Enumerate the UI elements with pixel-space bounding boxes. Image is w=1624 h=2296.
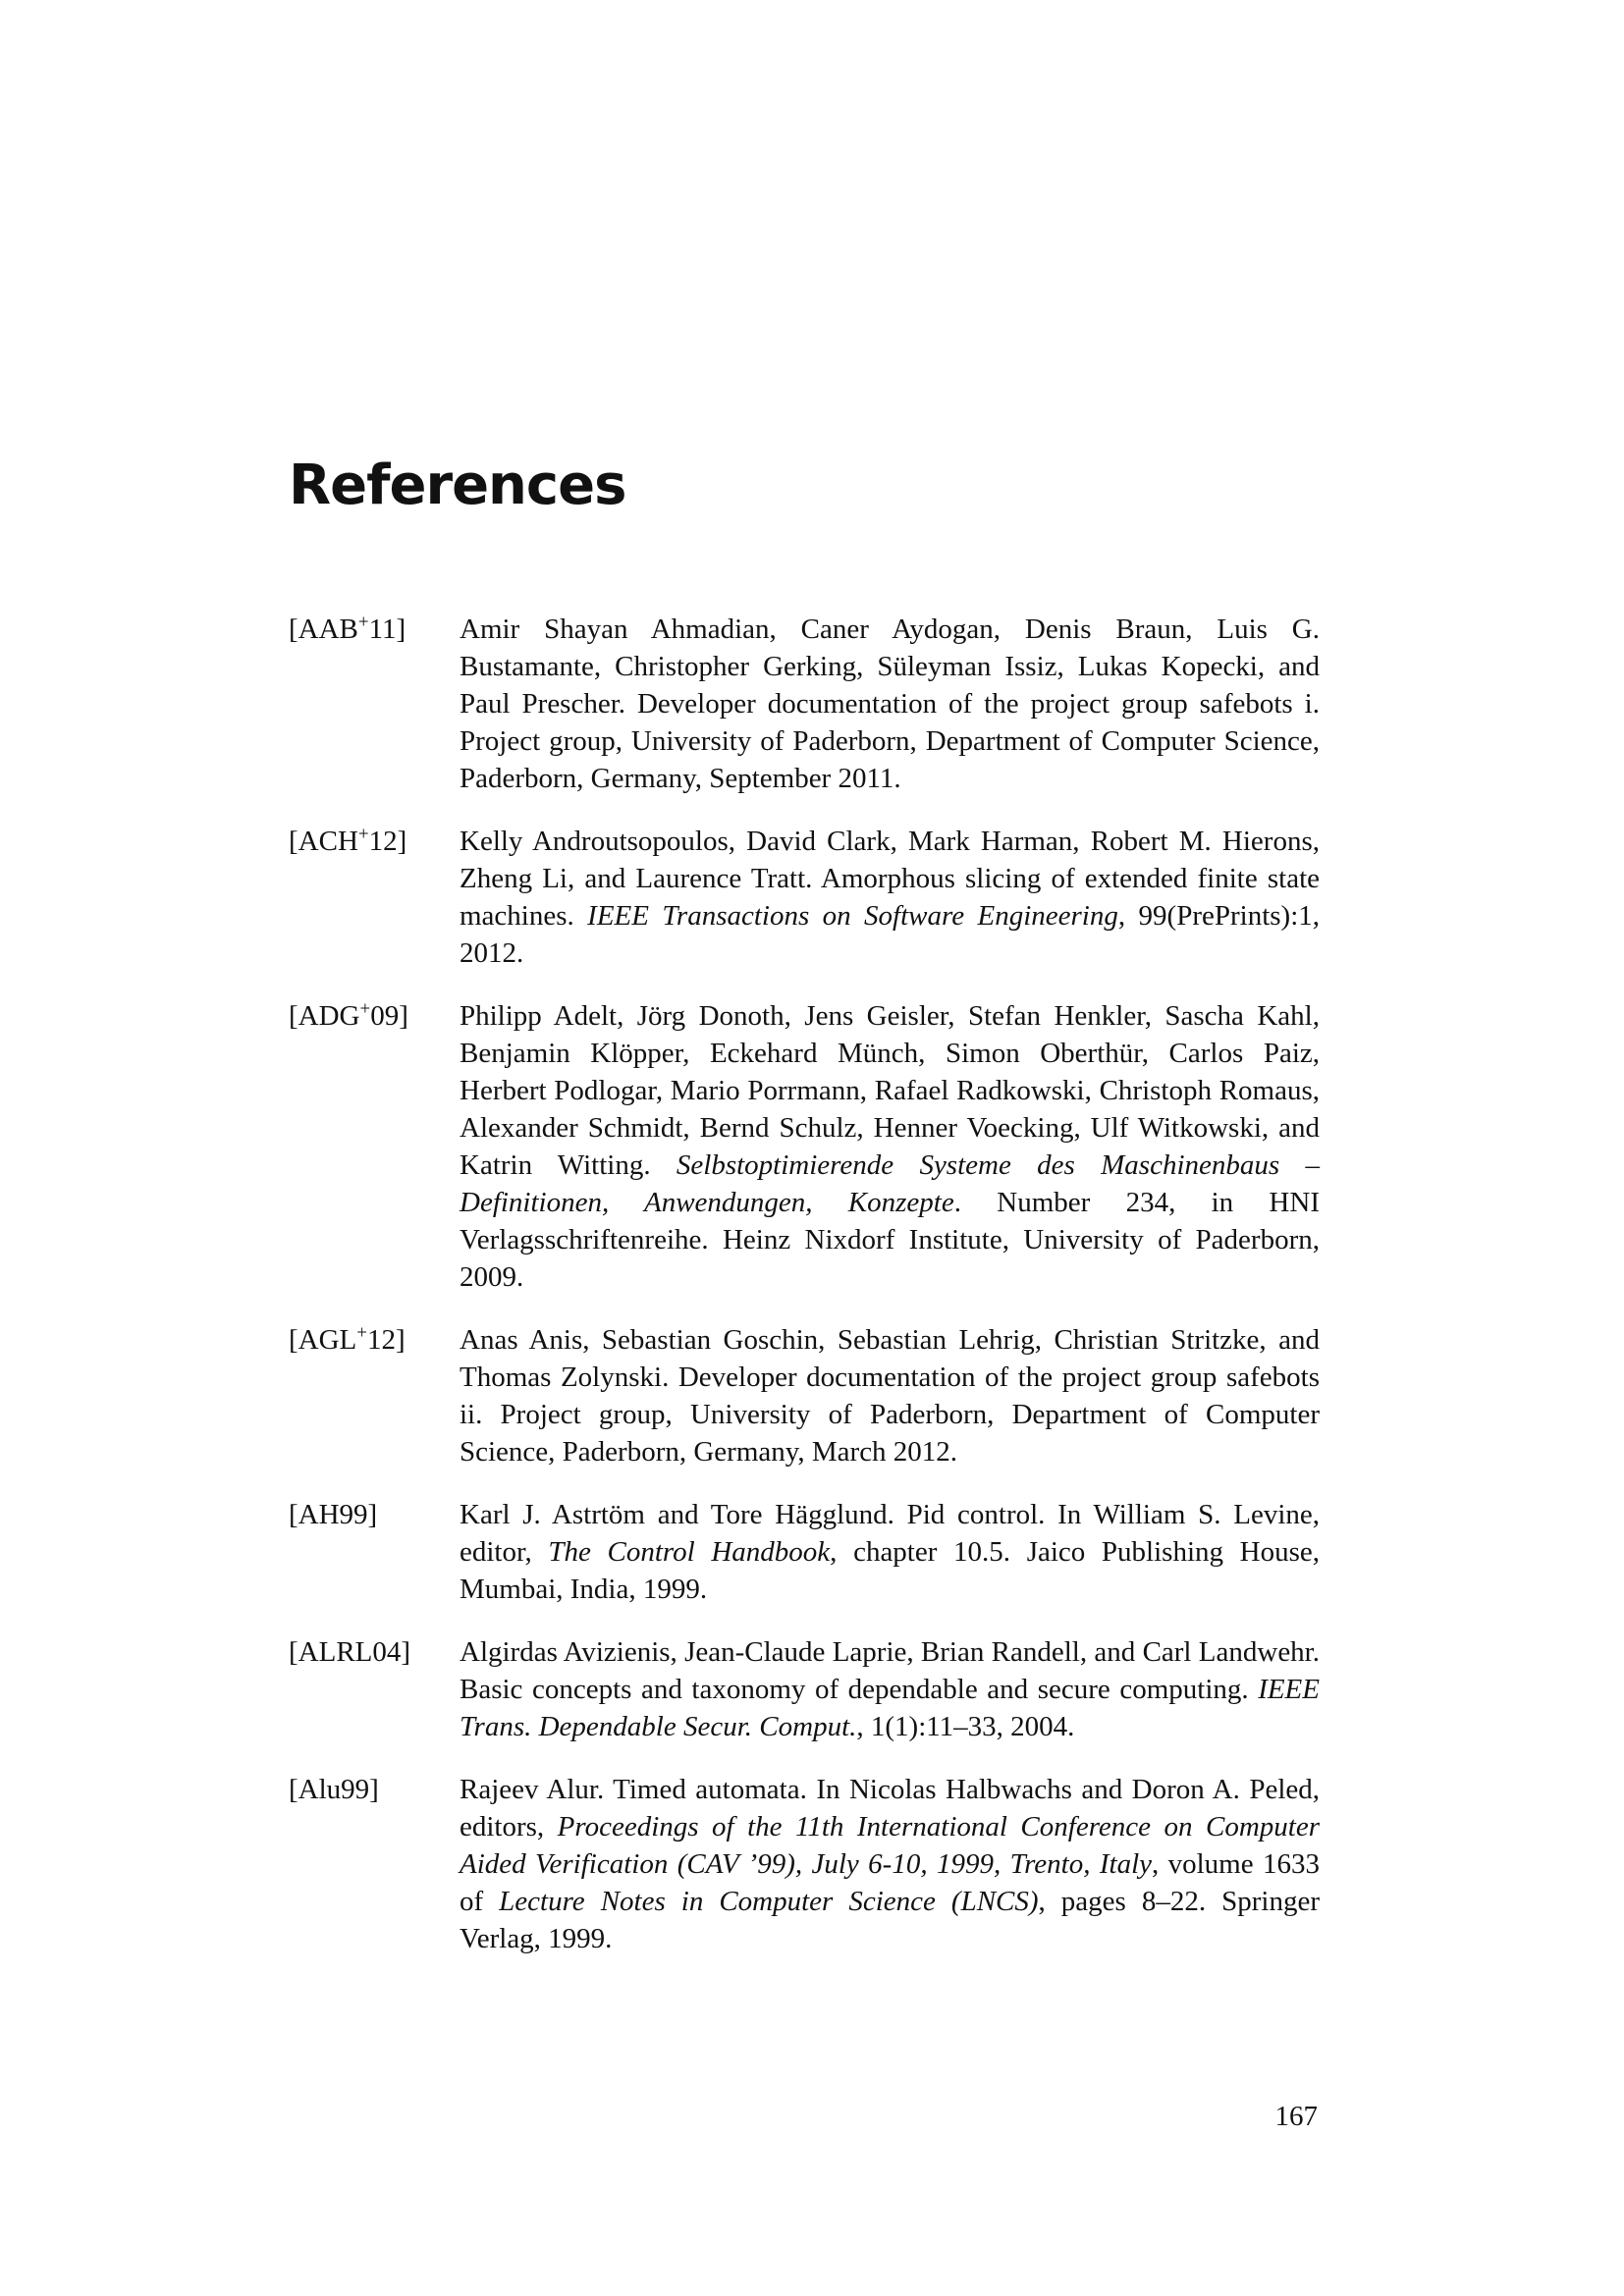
citation-key: [ADG+09] — [289, 998, 408, 1032]
reference-text: Kelly Androutsopoulos, David Clark, Mark Harman, Robert M. Hierons, Zheng Li, and Laurence Tratt. Amorphous slicing of extended finite state machines. IEEE Transactions on Software Engineering, 99(PrePrints):1, 2012. — [460, 826, 1320, 969]
reference-text: Karl J. Astrtöm and Tore Hägglund. Pid control. In William S. Levine, editor, The Control Handbook, chapter 10.5. Jaico Publishing House, Mumbai, India, 1999. — [460, 1499, 1321, 1605]
reference-text: Rajeev Alur. Timed automata. In Nicolas Halbwachs and Doron A. Peled, editors, Proceedings of the 11th International Conference on Computer Aided Verification (CAV ’99), July 6-10, 1999, Trento, Italy, volume 1633 of Lecture Notes in Computer Science (LNCS), pages 8–22. Springer Verlag, 1999. — [460, 1774, 1320, 1954]
citation-key: [ALRL04] — [289, 1636, 411, 1668]
reference-text: Algirdas Avizienis, Jean-Claude Laprie, Brian Randell, and Carl Landwehr. Basic concepts and taxonomy of dependable and secure computing. IEEE Trans. Dependable Secur. Comput., 1(1):11–33, 2004. — [460, 1636, 1320, 1742]
reference-entry — [289, 1496, 1320, 1608]
reference-entry — [289, 997, 1320, 1296]
reference-text: Anas Anis, Sebastian Goschin, Sebastian Lehrig, Christian Stritzke, and Thomas Zolynski. Developer documentation of the project group safebots ii. Project group, University of Paderborn, Department of Computer Science, Paderborn, Germany, March 2012. — [460, 1324, 1320, 1468]
page-title: References — [289, 454, 626, 517]
reference-entry — [289, 1321, 1320, 1470]
reference-entry — [289, 1771, 1320, 1957]
citation-key: [AAB+11] — [289, 612, 406, 645]
reference-text: Philipp Adelt, Jörg Donoth, Jens Geisler, Stefan Henkler, Sascha Kahl, Benjamin Klöpper, Eckehard Münch, Simon Oberthür, Carlos Paiz, Herbert Podlogar, Mario Porrmann, Rafael Radkowski, Christoph Romaus, Alexander Schmidt, Bernd Schulz, Henner Voecking, Ulf Witkowski, and Katrin Witting. Selbstoptimierende Systeme des Maschinenbaus – Definitionen, Anwendungen, Konzepte. Number 234, in HNI Verlagsschriftenreihe. Heinz Nixdorf Institute, University of Paderborn, 2009. — [460, 1000, 1320, 1293]
page-number: 167 — [1274, 2101, 1318, 2132]
reference-entry — [289, 1633, 1320, 1745]
reference-entry — [289, 823, 1320, 972]
reference-list — [289, 611, 1320, 1983]
reference-text: Amir Shayan Ahmadian, Caner Aydogan, Denis Braun, Luis G. Bustamante, Christopher Gerking, Süleyman Issiz, Lukas Kopecki, and Paul Prescher. Developer documentation of the project group safebots i. Project group, University of Paderborn, Department of Computer Science, Paderborn, Germany, September 2011. — [460, 614, 1320, 794]
citation-key: [AH99] — [289, 1499, 378, 1530]
citation-key: [ACH+12] — [289, 824, 407, 857]
reference-entry — [289, 611, 1320, 797]
citation-key: [AGL+12] — [289, 1322, 406, 1356]
citation-key: [Alu99] — [289, 1774, 379, 1805]
